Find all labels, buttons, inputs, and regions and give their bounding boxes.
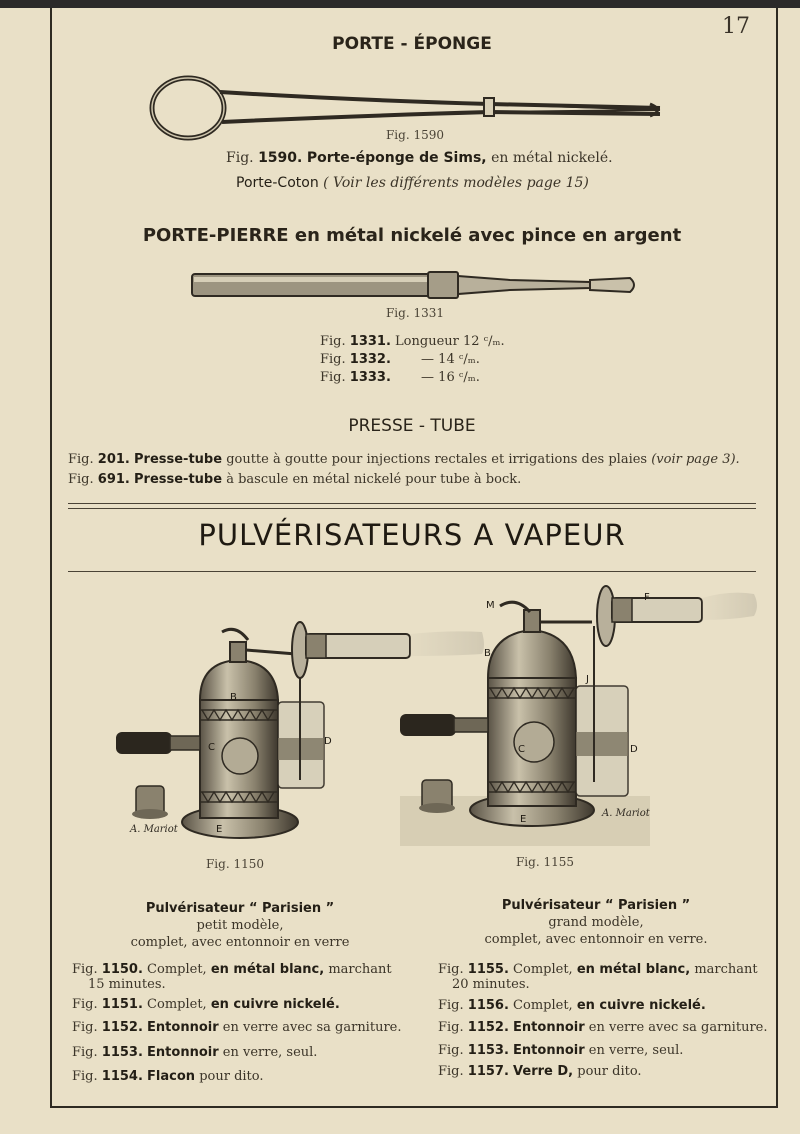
fig-label: Fig. [72, 962, 98, 977]
engraver-signature: A. Mariot [602, 808, 650, 819]
right-product-title [446, 897, 746, 948]
label-f: F [644, 592, 650, 603]
item-text: en verre avec sa garniture. [222, 1020, 402, 1035]
fig-1150-caption: Fig. 1150 [205, 857, 264, 871]
item-text: — 14 ᶜ/ₘ. [421, 352, 480, 367]
fig-number: 1152. [467, 1020, 509, 1035]
top-edge [0, 0, 800, 8]
label-e: E [520, 814, 527, 825]
porte-coton-name: Porte-Coton [236, 175, 319, 191]
porte-pierre-illustration [190, 268, 640, 302]
product-subtitle: complet, avec entonnoir en verre. [484, 932, 708, 947]
item-text: en verre, seul. [222, 1045, 318, 1060]
fig-label: Fig. [320, 334, 346, 349]
item-text: en verre, seul. [588, 1043, 684, 1058]
fig-number: 1331. [349, 334, 391, 349]
right-item [438, 1043, 683, 1058]
fig-label: Fig. [320, 370, 346, 385]
item-text: en métal nickelé. [491, 150, 613, 166]
fig-number: 1332. [349, 352, 391, 367]
item-name: Presse-tube [134, 472, 223, 487]
pulverisateurs-title: PULVÉRISATEURS A VAPEUR [198, 518, 626, 552]
right-item-continuation: 20 minutes. [452, 977, 530, 992]
left-item [72, 1045, 317, 1060]
item-text: Complet, [147, 962, 207, 977]
label-c: C [518, 744, 525, 755]
item-text: pour dito. [577, 1064, 642, 1079]
label-e: E [216, 824, 223, 835]
fig-label: Fig. [72, 1069, 98, 1084]
fig-label: Fig. [438, 998, 464, 1013]
left-product-title [90, 900, 390, 951]
left-item [72, 1020, 401, 1035]
fig-number: 201. [97, 452, 130, 467]
porte-coton-line [236, 175, 589, 191]
fig-number: 1157. [467, 1064, 509, 1079]
item-name: Presse-tube [134, 452, 223, 467]
item-material: en métal blanc, [210, 962, 325, 977]
label-d: D [630, 744, 638, 755]
item-text: Longueur 12 ᶜ/ₘ. [395, 334, 505, 349]
fig-number: 1150. [101, 962, 143, 977]
item-material: en métal blanc, [576, 962, 691, 977]
item-text: à bascule en métal nickelé pour tube à bock. [226, 472, 522, 487]
item-material: en cuivre nickelé. [576, 998, 706, 1013]
section-rule [68, 571, 756, 572]
right-item [438, 998, 706, 1013]
product-subtitle: grand modèle, [548, 915, 644, 930]
item-text: goutte à goutte pour injections rectales et irrigations des plaies [226, 452, 648, 467]
fig-number: 1333. [349, 370, 391, 385]
porte-eponge-title: PORTE - ÉPONGE [332, 34, 492, 54]
fig-number: 1152. [101, 1020, 143, 1035]
item-text: — 16 ᶜ/ₘ. [421, 370, 480, 385]
item-material: Entonnoir [513, 1043, 585, 1058]
fig-label: Fig. [226, 150, 254, 166]
fig-label: Fig. [320, 352, 346, 367]
item-text: marchant [694, 962, 758, 977]
fig-number: 1155. [467, 962, 509, 977]
product-name: Pulvérisateur “ Parisien ” [145, 901, 335, 916]
item-note: (voir page 3). [651, 452, 740, 467]
fig-number: 1154. [101, 1069, 143, 1084]
item-material: Entonnoir [147, 1045, 219, 1060]
left-item [72, 997, 340, 1012]
presse-tube-title: PRESSE - TUBE [348, 416, 476, 436]
item-material: en cuivre nickelé. [210, 997, 340, 1012]
presse-tube-item [68, 452, 740, 467]
right-item [438, 1020, 767, 1035]
fig-number: 1153. [101, 1045, 143, 1060]
label-j: J [586, 674, 589, 685]
fig-number: 1156. [467, 998, 509, 1013]
fig-1590-caption: Fig. 1590 [385, 128, 444, 142]
left-item-continuation: 15 minutes. [88, 977, 166, 992]
fig-label: Fig. [438, 1043, 464, 1058]
pulverisateur-grand-illustration [396, 586, 762, 852]
porte-pierre-item [320, 352, 480, 367]
fig-label: Fig. [72, 1045, 98, 1060]
fig-label: Fig. [438, 962, 464, 977]
porte-pierre-title: PORTE-PIERRE en métal nickelé avec pince en argent [142, 225, 682, 246]
section-rule [68, 503, 756, 504]
fig-label: Fig. [72, 997, 98, 1012]
fig-label: Fig. [438, 1020, 464, 1035]
item-material: Verre D, [513, 1064, 574, 1079]
fig-label: Fig. [72, 1020, 98, 1035]
fig-label: Fig. [438, 1064, 464, 1079]
section-rule [68, 508, 756, 509]
fig-1331-caption: Fig. 1331 [385, 306, 444, 320]
product-subtitle: complet, avec entonnoir en verre [130, 935, 350, 950]
left-item [72, 1069, 264, 1084]
product-name: Pulvérisateur “ Parisien ” [501, 898, 691, 913]
fig-number: 691. [97, 472, 130, 487]
fig-number: 1590. [258, 150, 303, 166]
porte-eponge-description [226, 150, 613, 166]
item-material: Entonnoir [147, 1020, 219, 1035]
porte-coton-note: ( Voir les différents modèles page 15) [323, 175, 589, 191]
right-item [438, 1064, 642, 1079]
fig-label: Fig. [68, 472, 94, 487]
product-subtitle: petit modèle, [196, 918, 284, 933]
item-text: Complet, [147, 997, 207, 1012]
presse-tube-item [68, 472, 521, 487]
item-text: marchant [328, 962, 392, 977]
left-item [72, 962, 392, 977]
label-b: B [230, 692, 237, 703]
right-item [438, 962, 758, 977]
fig-label: Fig. [68, 452, 94, 467]
label-d: D [324, 736, 332, 747]
engraver-signature: A. Mariot [130, 824, 178, 835]
label-c: C [208, 742, 215, 753]
item-text: pour dito. [199, 1069, 264, 1084]
porte-pierre-item [320, 370, 480, 385]
fig-number: 1151. [101, 997, 143, 1012]
item-material: Flacon [147, 1069, 196, 1084]
label-b: B [484, 648, 491, 659]
fig-1155-caption: Fig. 1155 [515, 855, 574, 869]
page-number: 17 [722, 14, 750, 39]
porte-pierre-item [320, 334, 505, 349]
item-material: Entonnoir [513, 1020, 585, 1035]
item-text: Complet, [513, 962, 573, 977]
item-text: Complet, [513, 998, 573, 1013]
item-text: en verre avec sa garniture. [588, 1020, 768, 1035]
fig-number: 1153. [467, 1043, 509, 1058]
label-m: M [486, 600, 495, 611]
item-name: Porte-éponge de Sims, [306, 150, 487, 166]
